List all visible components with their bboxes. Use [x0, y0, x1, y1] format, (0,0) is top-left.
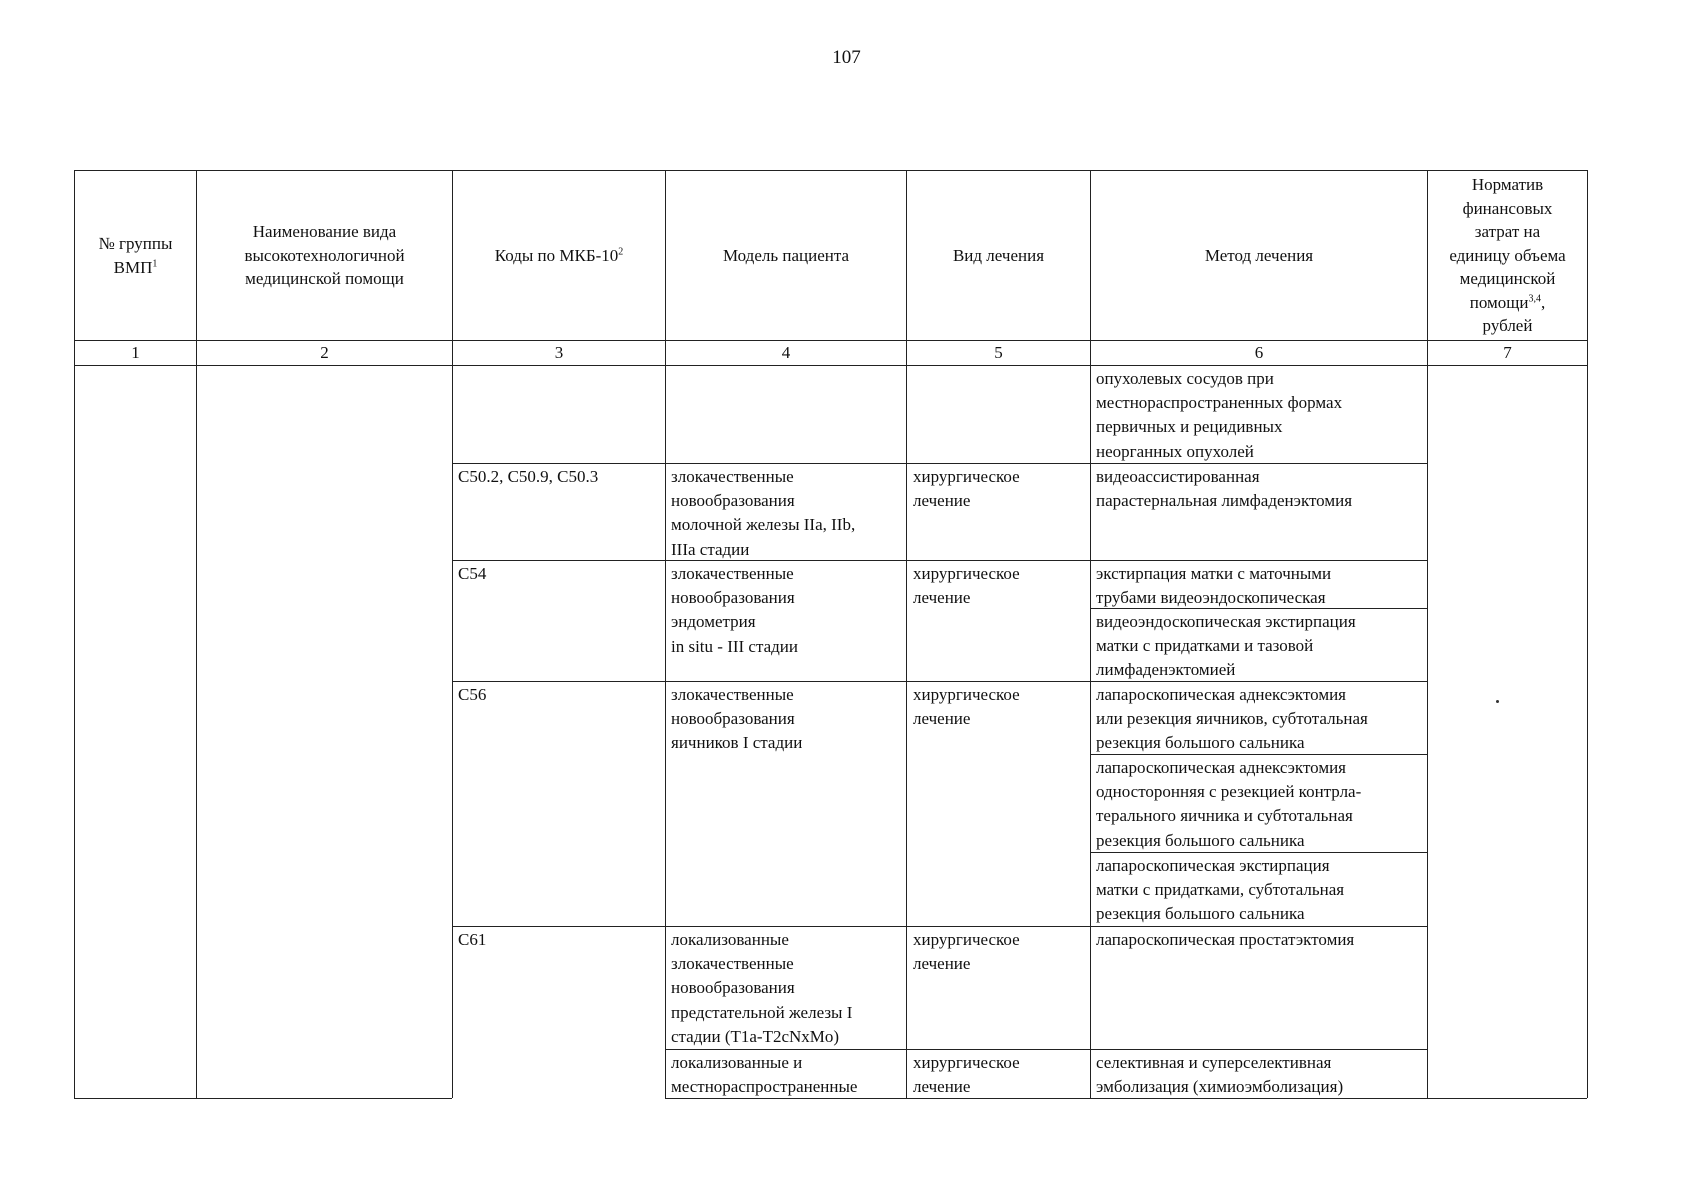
c61-codes: C61 — [458, 930, 487, 949]
col-border-right — [1587, 170, 1588, 1098]
column-number-4: 4 — [781, 343, 791, 362]
scan-dot — [1496, 700, 1499, 703]
c50-treatment-type: хирургическое лечение — [913, 467, 1020, 511]
header-cost-standard: Норматив финансовых затрат на единицу объема медицинской помощи$^{3,4}$, рублей — [1449, 175, 1566, 336]
c56-codes: C56 — [458, 685, 487, 704]
page-number: 107 — [832, 47, 861, 68]
column-number-3: 3 — [554, 343, 564, 362]
row-line-c54 — [452, 560, 1427, 561]
row-line-c61-sub — [665, 1049, 1427, 1050]
header-group-number: № группы ВМП$^1$ — [98, 234, 173, 277]
column-number-1: 1 — [131, 343, 140, 362]
c56-treatment-method-1: лапароскопическая аднексэктомия или резекция яичников, субтотальная резекция большого сальника — [1096, 685, 1368, 753]
column-number-6: 6 — [1254, 343, 1264, 362]
c56-treatment-type: хирургическое лечение — [913, 685, 1020, 729]
c56-treatment-method-2: лапароскопическая аднексэктомия односторонняя с резекцией контрла- терального яичника и субтотальная резекция большого сальника — [1096, 758, 1362, 850]
column-number-2: 2 — [320, 343, 329, 362]
c61-treatment-method-1: лапароскопическая простатэктомия — [1096, 930, 1355, 949]
c54-treatment-method-1: экстирпация матки с маточными трубами видеоэндоскопическая — [1096, 564, 1332, 608]
header-treatment-method: Метод лечения — [1204, 245, 1314, 265]
c50-codes: C50.2, C50.9, C50.3 — [458, 467, 599, 486]
c54-codes: C54 — [458, 564, 487, 583]
column-number-7: 7 — [1503, 343, 1512, 362]
bottom-line-cols-1-2 — [74, 1098, 452, 1099]
c56-treatment-method-3: лапароскопическая экстирпация матки с придатками, субтотальная резекция большого сальника — [1096, 856, 1345, 924]
c61-treatment-type-2: хирургическое лечение — [913, 1053, 1020, 1097]
c54-treatment-method-2: видеоэндоскопическая экстирпация матки с придатками и тазовой лимфаденэктомией — [1096, 612, 1356, 680]
header-patient-model: Модель пациента — [722, 245, 850, 265]
header-care-type-name: Наименование вида высокотехнологичной медицинской помощи — [244, 222, 405, 289]
c56-patient-model: злокачественные новообразования яичников I стадии — [671, 685, 803, 753]
c61-patient-model-1: локализованные злокачественные новообразования предстательной железы I стадии (T1a-T2cNxMo) — [671, 930, 853, 1046]
bottom-line-col-7 — [1427, 1098, 1587, 1099]
c61-treatment-method-2: селективная и суперселективная эмболизация (химиоэмболизация) — [1096, 1053, 1344, 1097]
header-bottom-line — [74, 340, 1587, 341]
c54-treatment-type: хирургическое лечение — [913, 564, 1020, 608]
c54-patient-model: злокачественные новообразования эндометрия in situ - III стадии — [671, 564, 799, 656]
c50-treatment-method: видеоассистированная парастернальная лимфаденэктомия — [1096, 467, 1353, 511]
c50-patient-model: злокачественные новообразования молочной железы IIa, IIb, IIIa стадии — [671, 467, 856, 559]
method-continuation: опухолевых сосудов при местнораспространенных формах первичных и рецидивных неорганных опухолей — [1096, 369, 1343, 461]
numbers-bottom-line — [74, 365, 1587, 366]
header-icd-codes: Коды по МКБ-$10^2$ — [494, 245, 624, 265]
header-treatment-type: Вид лечения — [952, 245, 1045, 265]
column-number-5: 5 — [994, 343, 1003, 362]
c61-patient-model-2: локализованные и местнораспространенные — [671, 1053, 858, 1097]
c61-treatment-type-1: хирургическое лечение — [913, 930, 1020, 974]
